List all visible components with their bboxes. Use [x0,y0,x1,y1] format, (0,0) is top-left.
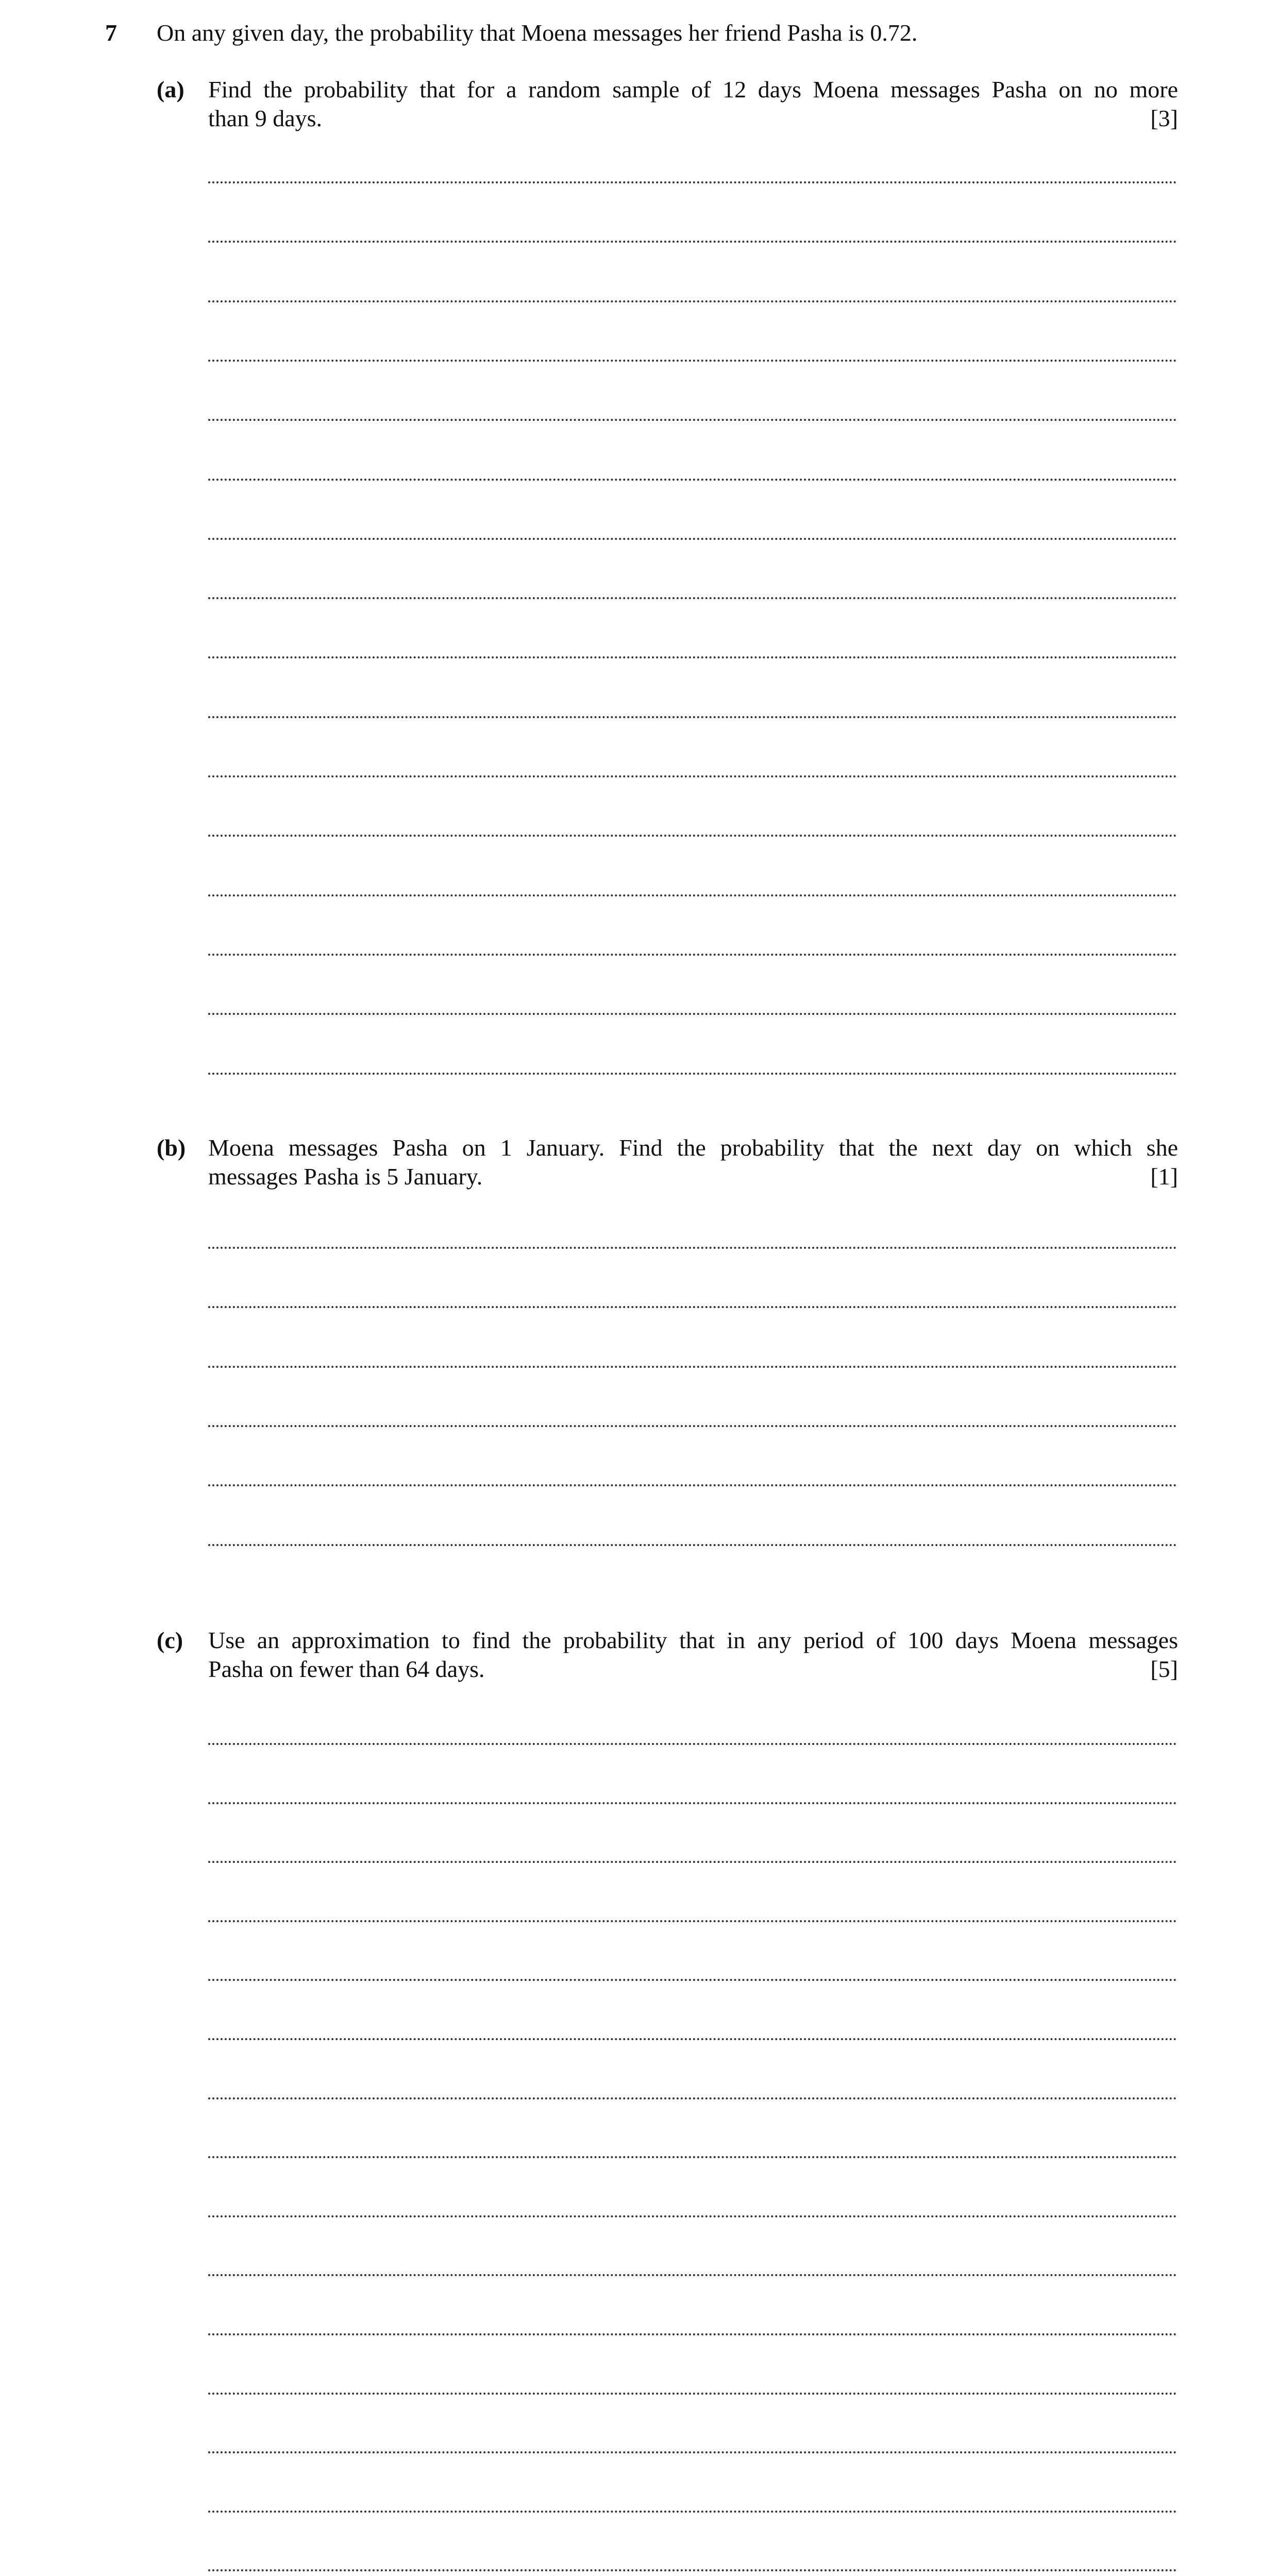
answer-line[interactable] [208,597,1177,599]
part-c-text [208,1626,1178,1684]
part-b-line2: messages Pasha is 5 January. [208,1163,483,1190]
answer-line[interactable] [208,1979,1177,1981]
answer-line[interactable] [208,479,1177,481]
answer-line[interactable] [208,2511,1177,2513]
answer-line[interactable] [208,538,1177,540]
answer-line[interactable] [208,1484,1177,1486]
answer-line[interactable] [208,1306,1177,1308]
answer-line[interactable] [208,2038,1177,2040]
answer-line[interactable] [208,1544,1177,1546]
question-stem: On any given day, the probability that Moena messages her friend Pasha is 0.72. [157,20,918,46]
part-b-label: (b) [157,1134,186,1161]
answer-line[interactable] [208,1247,1177,1249]
answer-line[interactable] [208,2393,1177,2395]
answer-line[interactable] [208,360,1177,362]
answer-line[interactable] [208,300,1177,302]
part-b-line1: Moena messages Pasha on 1 January. Find the probability that the next day on which she [208,1134,1178,1161]
answer-line[interactable] [208,894,1177,896]
answer-line[interactable] [208,1802,1177,1804]
part-b-text [208,1133,1178,1191]
part-a-line1: Find the probability that for a random sample of 12 days Moena messages Pasha on no more [208,76,1178,103]
part-c-line2: Pasha on fewer than 64 days. [208,1656,485,1682]
answer-line[interactable] [208,2333,1177,2335]
answer-line[interactable] [208,1073,1177,1075]
answer-line[interactable] [208,835,1177,837]
answer-line[interactable] [208,716,1177,718]
answer-line[interactable] [208,2274,1177,2276]
answer-line[interactable] [208,2451,1177,2453]
part-a-marks: [3] [1150,105,1178,131]
answer-line[interactable] [208,181,1177,183]
answer-line[interactable] [208,241,1177,243]
part-b-marks: [1] [1150,1163,1178,1190]
answer-line[interactable] [208,775,1177,777]
answer-line[interactable] [208,2569,1177,2571]
answer-line[interactable] [208,419,1177,421]
answer-line[interactable] [208,2156,1177,2158]
part-a-line2: than 9 days. [208,105,323,131]
part-c-label: (c) [157,1627,183,1653]
answer-line[interactable] [208,1861,1177,1863]
answer-line[interactable] [208,954,1177,956]
answer-line[interactable] [208,1920,1177,1922]
part-a-text [208,75,1178,133]
answer-line[interactable] [208,1366,1177,1368]
answer-line[interactable] [208,656,1177,658]
part-a-label: (a) [157,76,184,103]
part-c-marks: [5] [1150,1656,1178,1682]
part-c-line1: Use an approximation to find the probability that in any period of 100 days Moena messages [208,1627,1178,1653]
answer-line[interactable] [208,2215,1177,2217]
answer-line[interactable] [208,1425,1177,1427]
answer-line[interactable] [208,1013,1177,1015]
answer-line[interactable] [208,2097,1177,2099]
answer-line[interactable] [208,1743,1177,1745]
question-number: 7 [105,20,117,46]
